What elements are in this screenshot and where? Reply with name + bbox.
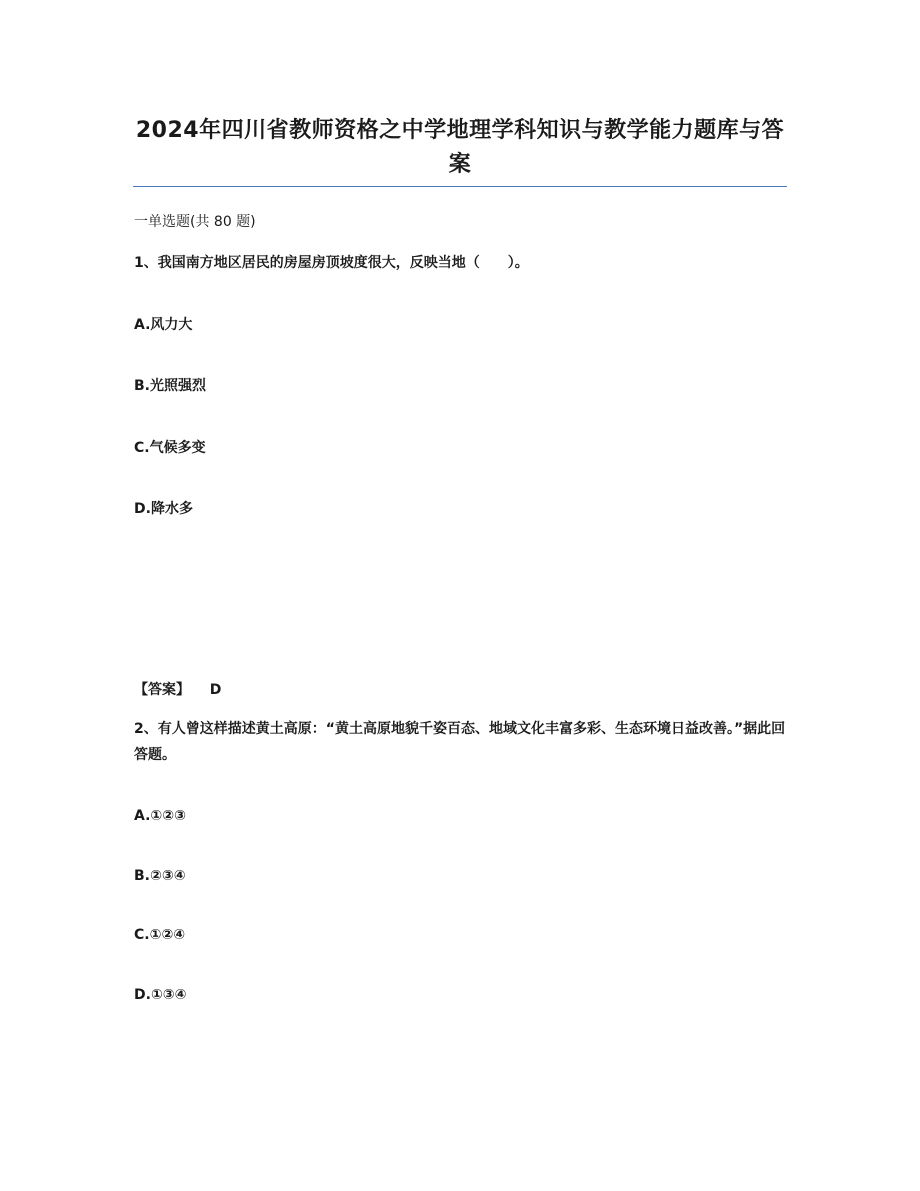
question-2-option-c: C.①②④	[134, 927, 186, 943]
question-1-option-a: A.风力大	[134, 317, 193, 333]
question-1-option-d: D.降水多	[134, 501, 193, 517]
title-divider	[133, 186, 787, 187]
section-heading: 一单选题(共 80 题)	[134, 214, 256, 230]
page-title: 2024年四川省教师资格之中学地理学科知识与教学能力题库与答案	[135, 118, 785, 177]
question-1-option-b: B.光照强烈	[134, 378, 206, 394]
question-2-text: 2、有人曾这样描述黄土高原：“黄土高原地貌千姿百态、地域文化丰富多彩、生态环境日益改善。”据此回答题。	[134, 721, 786, 763]
question-1-text: 1、我国南方地区居民的房屋房顶坡度很大，反映当地（ ）。	[134, 255, 529, 271]
question-2-option-b: B.②③④	[134, 868, 186, 884]
question-2-option-d: D.①③④	[134, 987, 187, 1003]
answer-value: D	[209, 682, 222, 698]
question-1-option-c: C.气候多变	[134, 440, 206, 456]
question-2-option-a: A.①②③	[134, 808, 186, 824]
answer-label: 【答案】	[134, 682, 190, 698]
question-1-answer	[134, 678, 221, 702]
